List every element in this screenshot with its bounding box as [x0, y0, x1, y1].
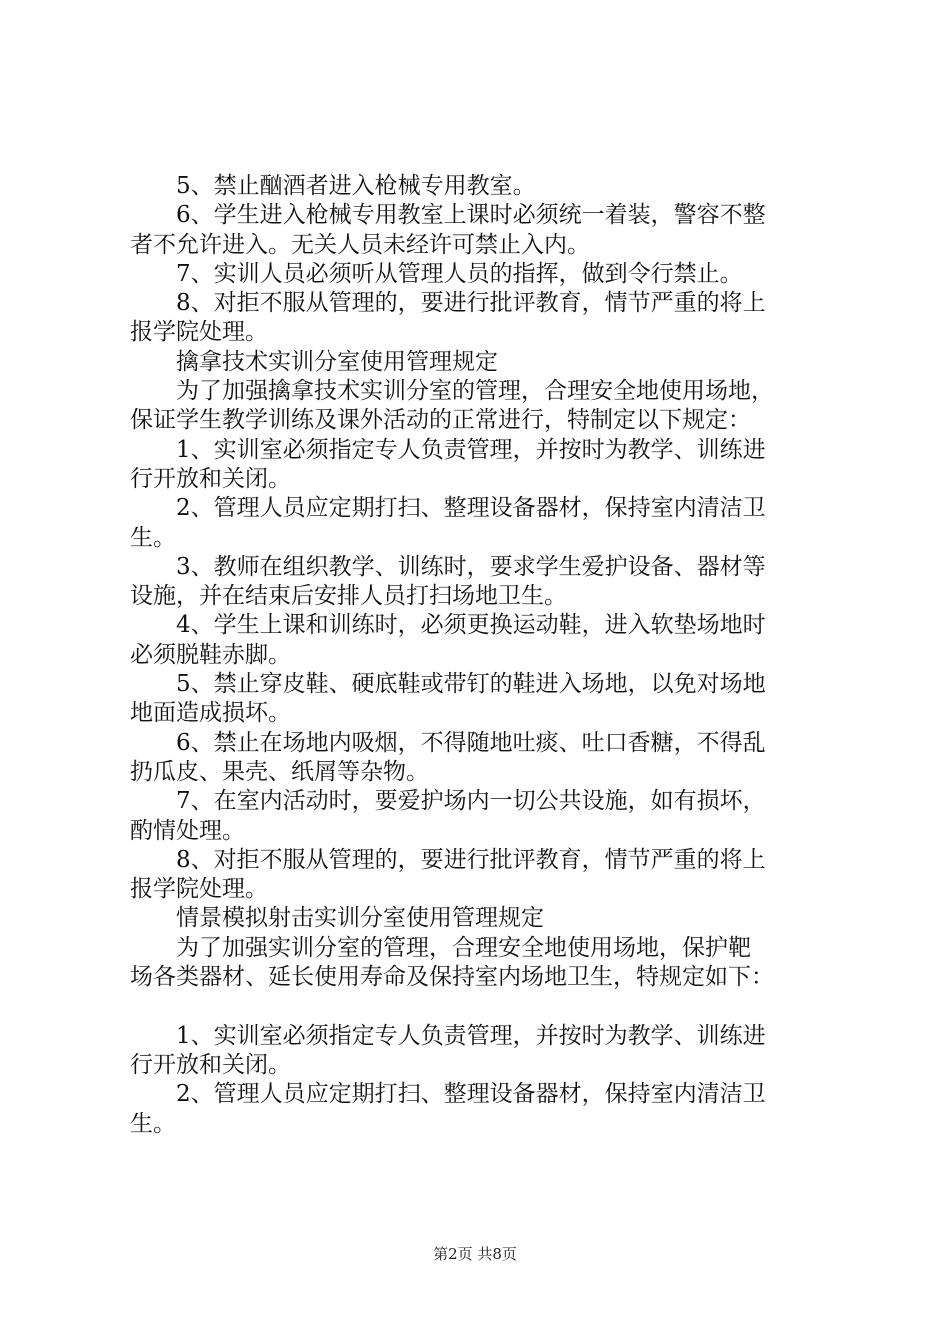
paragraph-line: 酌情处理。 [130, 817, 245, 844]
page-number: 第2页 共8页 [433, 1245, 517, 1263]
paragraph-line: 7、实训人员必须听从管理人员的指挥，做到令行禁止。 [176, 260, 743, 287]
section-heading: 情景模拟射击实训分室使用管理规定 [176, 905, 544, 932]
paragraph-line: 1、实训室必须指定专人负责管理，并按时为教学、训练进 [176, 436, 766, 463]
paragraph-line: 5、禁止穿皮鞋、硬底鞋或带钉的鞋进入场地，以免对场地 [176, 671, 766, 698]
paragraph-line: 为了加强实训分室的管理，合理安全地使用场地，保护靶 [176, 934, 751, 961]
paragraph-line: 2、管理人员应定期打扫、整理设备器材，保持室内清洁卫 [176, 495, 766, 522]
paragraph-line: 必须脱鞋赤脚。 [130, 641, 291, 668]
paragraph-line: 7、在室内活动时，要爱护场内一切公共设施，如有损坏， [176, 788, 766, 815]
paragraph-line: 报学院处理。 [130, 876, 268, 903]
paragraph-line: 保证学生教学训练及课外活动的正常进行，特制定以下规定： [130, 407, 751, 434]
section-heading: 擒拿技术实训分室使用管理规定 [176, 348, 498, 375]
paragraph-line: 3、教师在组织教学、训练时，要求学生爱护设备、器材等 [176, 553, 766, 580]
paragraph-line: 报学院处理。 [130, 319, 268, 346]
document-body [130, 172, 830, 1139]
blank-line [130, 992, 830, 1021]
paragraph-line: 行开放和关闭。 [130, 1051, 291, 1078]
paragraph-line: 生。 [130, 524, 176, 551]
paragraph-line: 8、对拒不服从管理的，要进行批评教育，情节严重的将上 [176, 846, 766, 873]
paragraph-line: 生。 [130, 1110, 176, 1137]
paragraph-line: 6、禁止在场地内吸烟，不得随地吐痰、吐口香糖，不得乱 [176, 729, 766, 756]
paragraph-line: 5、禁止酗酒者进入枪械专用教室。 [176, 173, 536, 199]
paragraph-line: 地面造成损坏。 [130, 700, 291, 727]
paragraph-line: 1、实训室必须指定专人负责管理，并按时为教学、训练进 [176, 1022, 766, 1049]
paragraph-line: 8、对拒不服从管理的，要进行批评教育，情节严重的将上 [176, 290, 766, 317]
paragraph-line: 4、学生上课和训练时，必须更换运动鞋，进入软垫场地时 [176, 612, 766, 639]
paragraph-line: 行开放和关闭。 [130, 465, 291, 492]
paragraph-line: 设施，并在结束后安排人员打扫场地卫生。 [130, 583, 567, 610]
paragraph-line: 2、管理人员应定期打扫、整理设备器材，保持室内清洁卫 [176, 1081, 766, 1108]
paragraph-line: 6、学生进入枪械专用教室上课时必须统一着装，警容不整 [176, 202, 766, 229]
paragraph-line: 场各类器材、延长使用寿命及保持室内场地卫生，特规定如下： [130, 964, 774, 991]
paragraph-line: 为了加强擒拿技术实训分室的管理，合理安全地使用场地， [176, 378, 774, 405]
paragraph-line: 扔瓜皮、果壳、纸屑等杂物。 [130, 758, 429, 785]
paragraph-line: 者不允许进入。无关人员未经许可禁止入内。 [130, 231, 590, 258]
page-footer [0, 1245, 950, 1263]
